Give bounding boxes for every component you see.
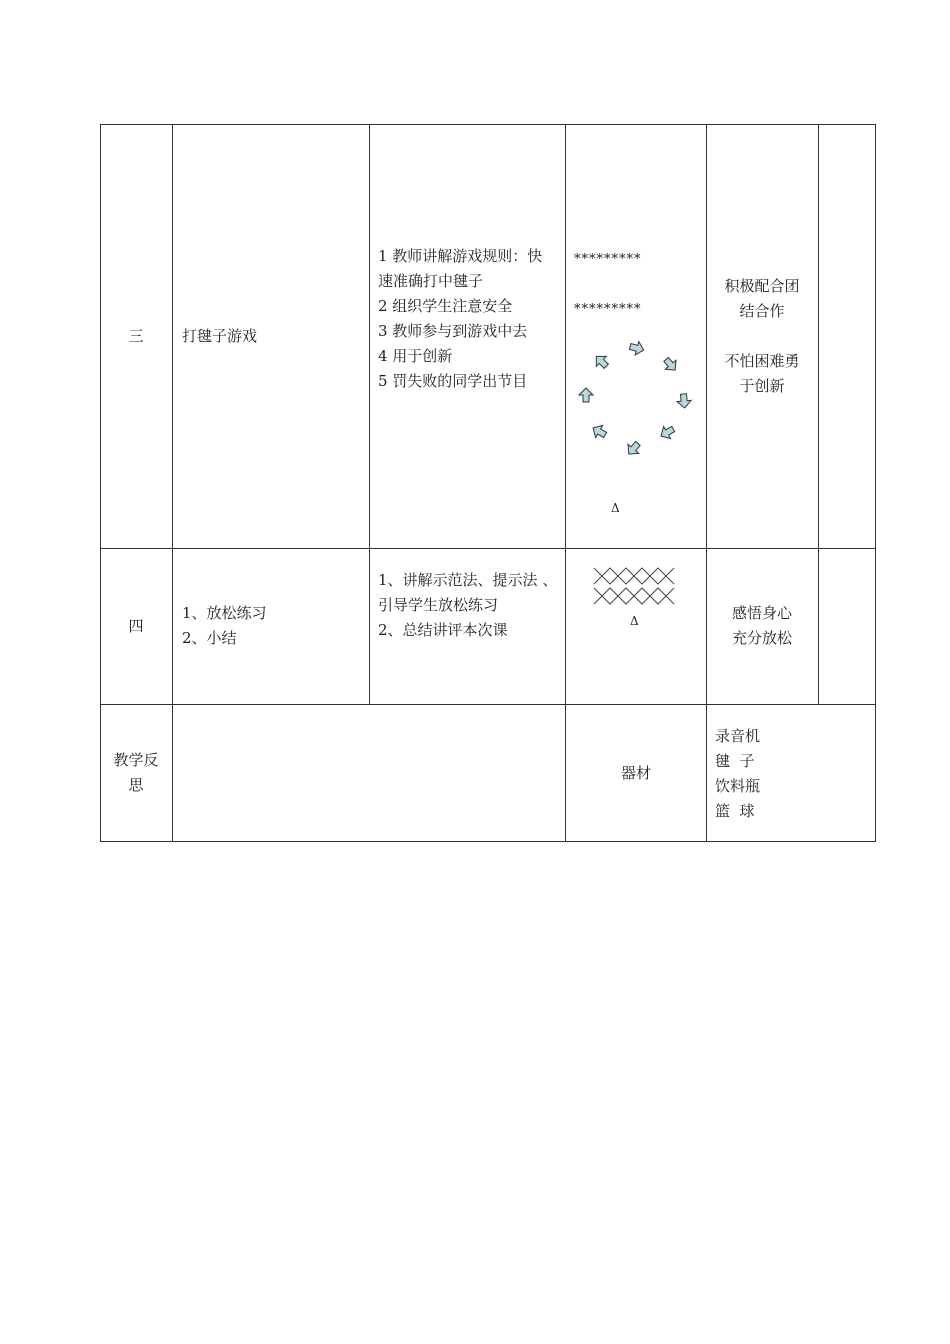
row1-content-text: 打毽子游戏 (182, 326, 258, 345)
row2-method-line: 引导学生放松练习 (378, 596, 499, 614)
row2-method-line: 1、讲解示范法、提示法 、 (378, 571, 558, 589)
row2-method-line: 2、总结讲评本次课 (378, 621, 508, 639)
reflection-content (173, 705, 565, 841)
equipment-label-text: 器材 (620, 763, 651, 782)
reflection-label-line: 思 (128, 776, 144, 794)
row1-method (378, 244, 562, 394)
teacher-position-mark: Δ (630, 614, 639, 628)
row1-goal (706, 124, 818, 548)
row2-number (100, 548, 172, 704)
row1-number (100, 124, 172, 548)
row2-method (378, 568, 562, 643)
equipment-list (715, 724, 865, 824)
equipment-item: 饮料瓶 (715, 777, 761, 795)
row2-content-line: 1、放松练习 (182, 604, 267, 622)
lesson-plan-table (100, 124, 876, 842)
table-border-bottom (100, 841, 876, 842)
arrow-circle-icon (566, 124, 706, 548)
row1-method-line: 3 教师参与到游戏中去 (378, 322, 528, 340)
row1-method-line: 2 组织学生注意安全 (378, 297, 513, 315)
column-divider-5 (818, 124, 819, 704)
row1-goal-line: 于创新 (739, 376, 785, 395)
cross-pattern-icon (566, 548, 706, 608)
row1-goal-line: 结合作 (739, 301, 785, 320)
equipment-item: 录音机 (715, 727, 761, 745)
row1-content (182, 124, 362, 548)
row1-number-text: 三 (128, 326, 144, 345)
row2-number-text: 四 (128, 616, 144, 635)
row1-method-line: 4 用于创新 (378, 347, 453, 365)
row1-formation-diagram (566, 124, 706, 548)
student-row-2: ********* (574, 302, 642, 317)
column-divider-2 (369, 124, 370, 704)
row2-goal (706, 548, 818, 704)
row1-goal-line: 不怕困难勇 (724, 351, 800, 370)
teacher-position-mark: Δ (611, 501, 620, 515)
row1-method-line: 速准确打中毽子 (378, 272, 484, 290)
row2-content (182, 548, 362, 704)
equipment-item: 篮 球 (715, 802, 755, 820)
row1-method-line: 1 教师讲解游戏规则：快 (378, 247, 543, 265)
table-border-right (875, 124, 876, 842)
student-row-1: ********* (574, 252, 642, 267)
reflection-label-line: 教学反 (113, 751, 159, 769)
row2-goal-line: 充分放松 (731, 629, 792, 647)
equipment-label (566, 704, 706, 842)
row2-content-line: 2、小结 (182, 629, 237, 647)
equipment-item: 毽 子 (715, 752, 755, 770)
row2-goal-line: 感悟身心 (731, 604, 792, 622)
row1-method-line: 5 罚失败的同学出节目 (378, 372, 528, 390)
reflection-label (100, 704, 172, 842)
row1-goal-line: 积极配合团 (724, 276, 800, 295)
row2-formation-diagram (566, 548, 706, 704)
